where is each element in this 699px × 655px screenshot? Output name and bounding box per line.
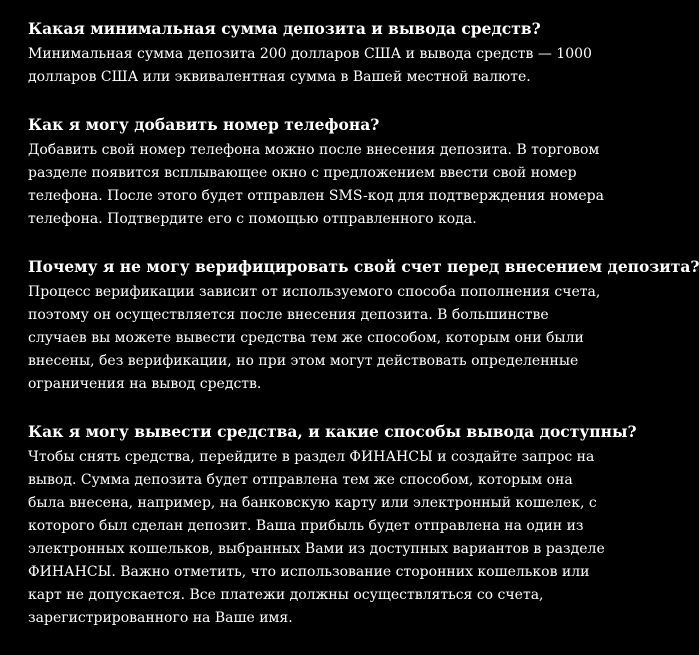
faq-question: Как я могу вывести средства, и какие способы вывода доступны?	[28, 422, 637, 441]
faq-answer: Процесс верификации зависит от используемого способа пополнения счета, поэтому он осуществляется после внесения депозита. В большинстве случаев вы можете вывести средства тем же способом, которым они были внесены, без верификации, но при этом могут действовать определенные ограничения на вывод средств.	[28, 284, 601, 392]
faq-item-verification	[28, 256, 699, 396]
faq-list	[28, 18, 699, 655]
faq-answer: Чтобы снять средства, перейдите в раздел ФИНАНСЫ и создайте запрос на вывод. Сумма депозита будет отправлена тем же способом, которым она была внесена, например, на банковскую карту или электронный кошелек, с которого был сделан депозит. Ваша прибыль будет отправлена на один из электронных кошельков, выбранных Вами из доступных вариантов в разделе ФИНАНСЫ. Важно отметить, что использование сторонних кошельков или карт не допускается. Все платежи должны осуществляться со счета, зарегистрированного на Ваше имя.	[28, 449, 605, 626]
faq-answer: Добавить свой номер телефона можно после внесения депозита. В торговом разделе появится всплывающее окно с предложением ввести свой номер телефона. После этого будет отправлен SMS-код для подтверждения номера телефона. Подтвердите его с помощью отправленного кода.	[28, 142, 604, 227]
faq-question: Какая минимальная сумма депозита и вывода средств?	[28, 19, 541, 38]
faq-question: Почему я не могу верифицировать свой счет перед внесением депозита?	[28, 257, 699, 276]
faq-answer: Минимальная сумма депозита 200 долларов США и вывода средств — 1000 долларов США или эквивалентная сумма в Вашей местной валюте.	[28, 46, 592, 85]
faq-item-add-phone	[28, 114, 608, 231]
faq-question: Как я могу добавить номер телефона?	[28, 115, 380, 134]
faq-item-withdrawal	[28, 421, 637, 630]
faq-item-min-deposit	[28, 18, 608, 89]
